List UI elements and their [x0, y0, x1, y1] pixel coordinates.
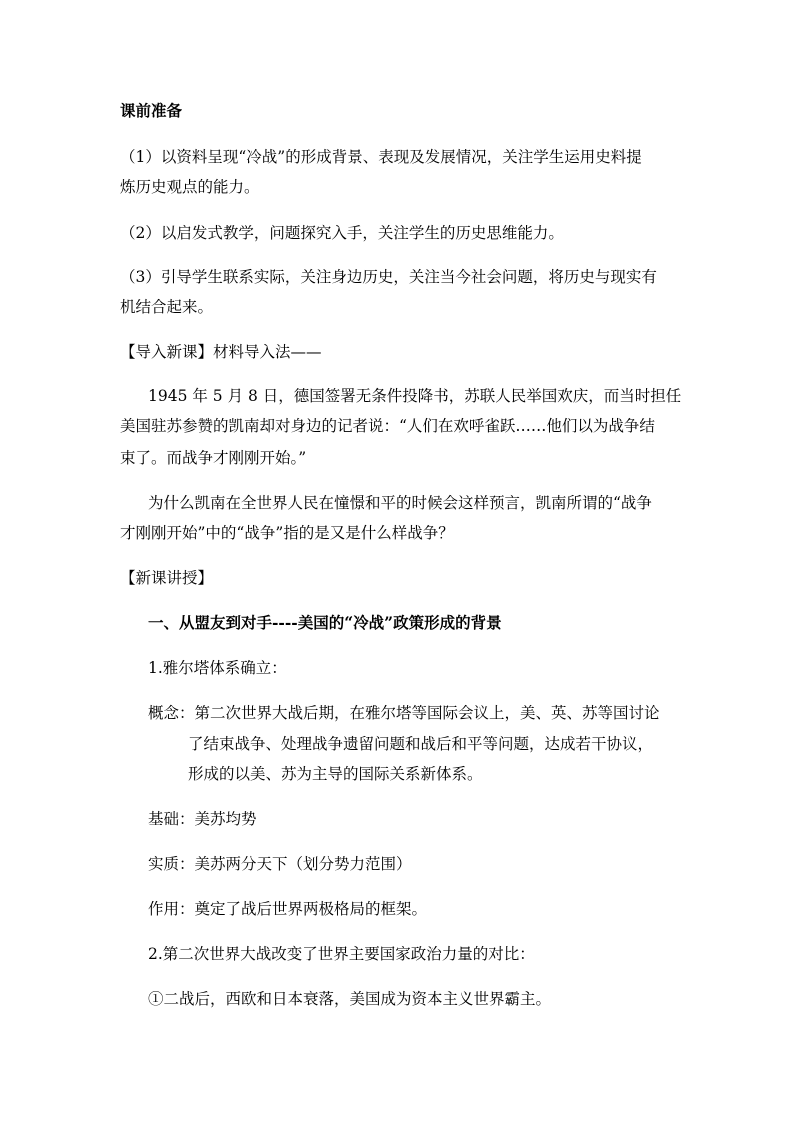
- item3-line2: 机结合起来。: [120, 298, 214, 316]
- para2-line1: 为什么凯南在全世界人民在憧憬和平的时候会这样预言，凯南所谓的“战争: [148, 494, 652, 512]
- essence: 实质：美苏两分天下（划分势力范围）: [148, 855, 412, 873]
- concept-line2: 了结束战争、处理战争遗留问题和战后和平等问题，达成若干协议，: [188, 735, 654, 753]
- item2: （2）以启发式教学，问题探究入手，关注学生的历史思维能力。: [120, 224, 564, 242]
- lesson-heading: 【新课讲授】: [120, 569, 214, 587]
- para2-line2: 才刚刚开始”中的“战争”指的是又是什么样战争？: [120, 524, 454, 542]
- intro-heading: 【导入新课】材料导入法——: [120, 343, 322, 361]
- item3-line1: （3）引导学生联系实际，关注身边历史，关注当今社会问题，将历史与现实有: [120, 268, 657, 286]
- part1-title: 一、从盟友到对手----美国的“冷战”政策形成的背景: [148, 613, 502, 632]
- item1-line1: （1）以资料呈现“冷战”的形成背景、表现及发展情况，关注学生运用史料提: [120, 148, 642, 166]
- para1-line1: 1945 年 5 月 8 日，德国签署无条件投降书，苏联人民举国欢庆，而当时担任: [148, 387, 682, 405]
- para1-line3: 束了。而战争才刚刚开始。”: [120, 449, 307, 467]
- item1-line2: 炼历史观点的能力。: [120, 178, 260, 196]
- sub2: 2.第二次世界大战改变了世界主要国家政治力量的对比：: [148, 945, 535, 963]
- para1-line2: 美国驻苏参赞的凯南却对身边的记者说：“人们在欢呼雀跃……他们以为战争结: [120, 417, 655, 435]
- concept-line1: 概念：第二次世界大战后期，在雅尔塔等国际会议上，美、英、苏等国讨论: [148, 704, 660, 722]
- basis: 基础：美苏均势: [148, 810, 257, 828]
- concept-line3: 形成的以美、苏为主导的国际关系新体系。: [188, 765, 483, 783]
- prep-title: 课前准备: [120, 101, 183, 120]
- point1: ①二战后，西欧和日本衰落，美国成为资本主义世界霸主。: [148, 990, 552, 1008]
- effect: 作用：奠定了战后世界两极格局的框架。: [148, 900, 428, 918]
- sub1: 1.雅尔塔体系确立：: [148, 659, 287, 677]
